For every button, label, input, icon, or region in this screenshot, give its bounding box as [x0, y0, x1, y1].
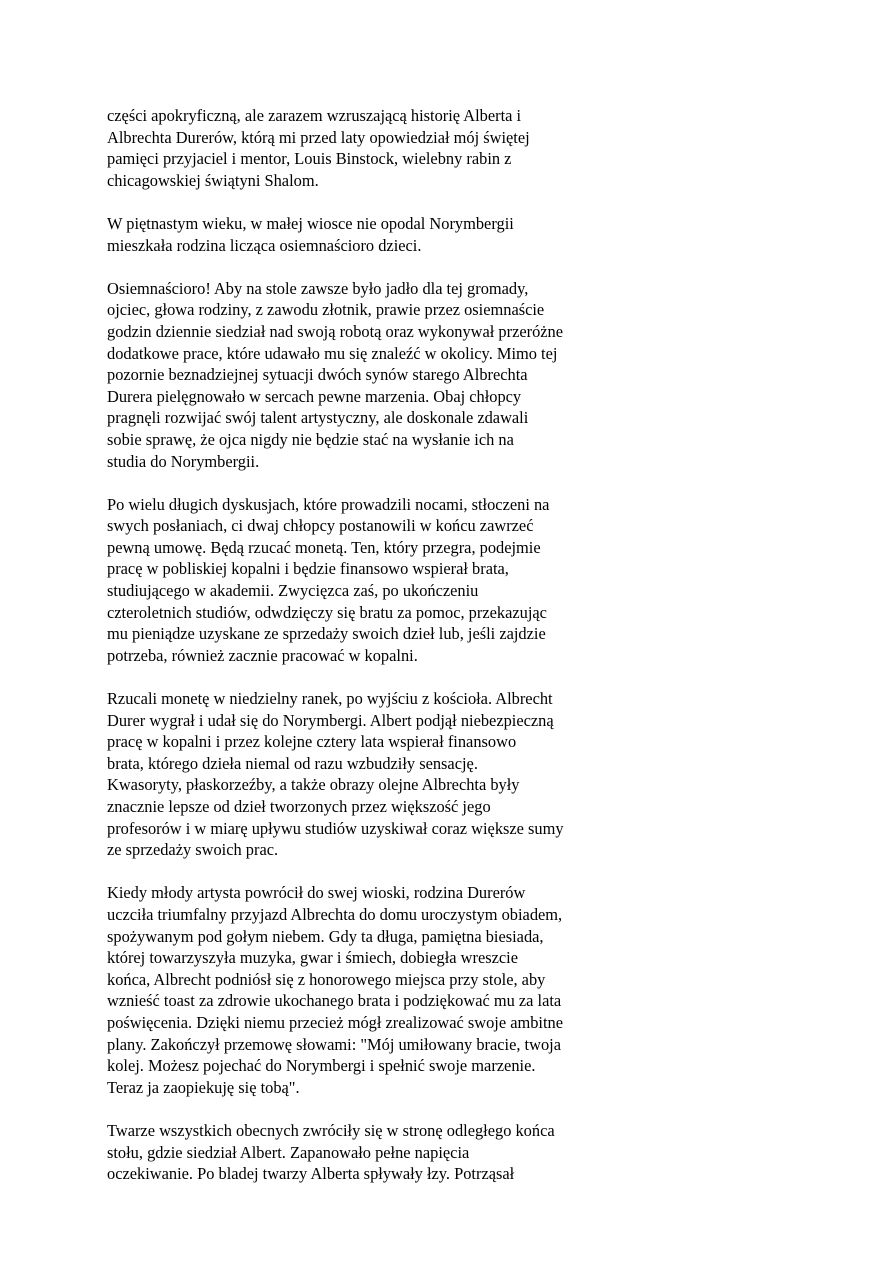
text-line: brata, którego dzieła niemal od razu wzbudziły sensację. — [107, 753, 478, 773]
text-line: dodatkowe prace, które udawało mu się znaleźć w okolicy. Mimo tej — [107, 343, 558, 363]
text-line: mieszkała rodzina licząca osiemnaścioro dzieci. — [107, 235, 422, 255]
text-line: Kiedy młody artysta powrócił do swej wioski, rodzina Durerów — [107, 883, 526, 903]
text-line: wznieść toast za zdrowie ukochanego brata i podziękować mu za lata — [107, 991, 562, 1011]
text-line: Teraz ja zaopiekuję się tobą". — [107, 1077, 300, 1097]
text-line: Durera pielęgnowało w sercach pewne marzenia. Obaj chłopcy — [107, 386, 522, 406]
text-line: znacznie lepsze od dzieł tworzonych przez większość jego — [107, 797, 491, 816]
text-line: kolej. Możesz pojechać do Norymbergi i spełnić swoje marzenie. — [107, 1056, 536, 1076]
text-line: pozornie beznadziejnej sytuacji dwóch synów starego Albrechta — [107, 365, 528, 385]
text-line: W piętnastym wieku, w małej wiosce nie opodal Norymbergii — [107, 213, 514, 233]
text-line: której towarzyszyła muzyka, gwar i śmiech, dobiegła wreszcie — [107, 948, 518, 968]
text-line: poświęcenia. Dzięki niemu przecież mógł zrealizować swoje ambitne — [107, 1012, 564, 1032]
text-line: uczciła triumfalny przyjazd Albrechta do domu uroczystym obiadem, — [107, 904, 563, 924]
text-line: końca, Albrecht podniósł się z honorowego miejsca przy stole, aby — [107, 969, 546, 989]
paragraph — [107, 688, 617, 861]
text-line: Twarze wszystkich obecnych zwróciły się w stronę odległego końca — [107, 1120, 555, 1140]
text-line: sobie sprawę, że ojca nigdy nie będzie stać na wysłanie ich na — [107, 429, 514, 449]
text-line: mu pieniądze uzyskane ze sprzedaży swoich dzieł lub, jeśli zajdzie — [107, 624, 546, 644]
text-line: godzin dziennie siedział nad swoją robotą oraz wykonywał przeróżne — [107, 321, 564, 341]
text-line: stołu, gdzie siedział Albert. Zapanowało pełne napięcia — [107, 1142, 470, 1162]
text-line: pracę w pobliskiej kopalni i będzie finansowo wspierał brata, — [107, 559, 509, 579]
paragraph — [107, 1120, 617, 1185]
text-line: plany. Zakończył przemowę słowami: "Mój umiłowany bracie, twoja — [107, 1034, 561, 1054]
text-line: studiującego w akademii. Zwycięzca zaś, po ukończeniu — [107, 581, 479, 601]
text-line: ze sprzedaży swoich prac. — [107, 840, 279, 860]
text-line: pragnęli rozwijać swój talent artystyczny, ale doskonale zdawali — [107, 408, 529, 428]
text-line: Durer wygrał i udał się do Norymbergi. Albert podjął niebezpieczną — [107, 710, 554, 730]
paragraph — [107, 213, 617, 256]
text-line: potrzeba, również zacznie pracować w kopalni. — [107, 645, 418, 665]
text-line: Kwasoryty, płaskorzeźby, a także obrazy olejne Albrechta były — [107, 775, 520, 795]
text-line: Osiemnaścioro! Aby na stole zawsze było jadło dla tej gromady, — [107, 278, 529, 298]
text-line: ojciec, głowa rodziny, z zawodu złotnik, prawie przez osiemnaście — [107, 300, 545, 320]
text-line: czteroletnich studiów, odwdzięczy się bratu za pomoc, przekazując — [107, 602, 547, 622]
text-line: Po wielu długich dyskusjach, które prowadzili nocami, stłoczeni na — [107, 494, 550, 514]
text-column — [107, 105, 617, 1206]
text-line: Albrechta Durerów, którą mi przed laty opowiedział mój świętej — [107, 127, 530, 147]
text-line: pewną umowę. Będą rzucać monetą. Ten, który przegra, podejmie — [107, 537, 541, 557]
text-line: spożywanym pod gołym niebem. Gdy ta długa, pamiętna biesiada, — [107, 926, 544, 946]
paragraph — [107, 882, 617, 1098]
paragraph — [107, 278, 617, 472]
text-line: chicagowskiej świątyni Shalom. — [107, 170, 319, 190]
text-line: Rzucali monetę w niedzielny ranek, po wyjściu z kościoła. Albrecht — [107, 689, 553, 709]
text-line: profesorów i w miarę upływu studiów uzyskiwał coraz większe sumy — [107, 818, 564, 838]
text-line: swych posłaniach, ci dwaj chłopcy postanowili w końcu zawrzeć — [107, 516, 534, 536]
text-line: części apokryficzną, ale zarazem wzruszającą historię Alberta i — [107, 106, 522, 125]
text-line: studia do Norymbergii. — [107, 451, 260, 471]
paragraph — [107, 105, 617, 191]
text-line: pamięci przyjaciel i mentor, Louis Binstock, wielebny rabin z — [107, 149, 512, 169]
text-line: pracę w kopalni i przez kolejne cztery lata wspierał finansowo — [107, 732, 517, 752]
text-line: oczekiwanie. Po bladej twarzy Alberta spływały łzy. Potrząsał — [107, 1164, 515, 1184]
paragraph — [107, 494, 617, 667]
